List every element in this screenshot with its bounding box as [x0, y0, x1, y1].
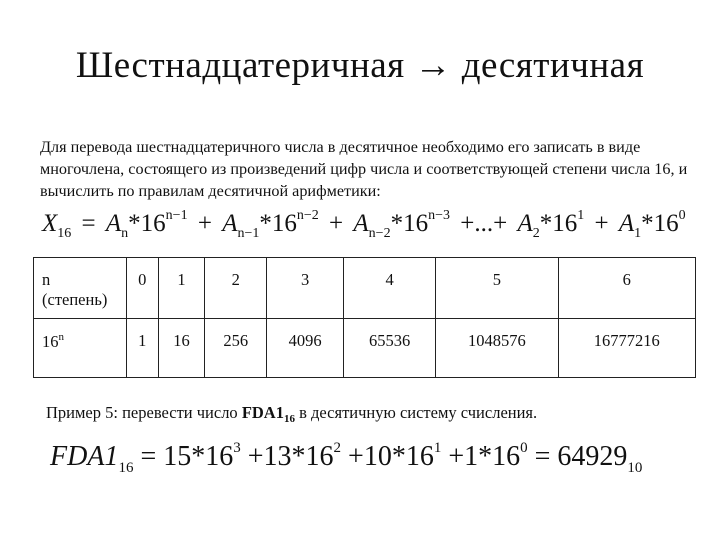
- term-sub: n−2: [368, 226, 391, 241]
- header-degree-label: (степень): [42, 290, 108, 309]
- term-sub: 2: [532, 226, 540, 241]
- formula-lhs: X: [42, 210, 58, 237]
- example-formula-lhs-sub: 16: [118, 460, 134, 476]
- example-text: [46, 403, 537, 425]
- term-exp: n−1: [165, 208, 188, 223]
- example-formula-equals: =: [534, 441, 551, 472]
- term-exp: 1: [577, 208, 585, 223]
- general-formula: $X_{16} = A_n*16^{n-1} + A_{n-1}*16^{n-2} + A_{n-2}*16^{n-3}$ +...+ $A_2*16^1 + A_1*16^0$: [42, 208, 686, 241]
- table-cell: 5: [436, 258, 558, 319]
- row-header-16n: [34, 319, 127, 378]
- table-cell: 65536: [344, 319, 436, 378]
- example-formula: [50, 440, 710, 485]
- example-term-exp: 3: [233, 440, 241, 456]
- example-term-exp: 2: [333, 440, 342, 456]
- example-term: +13*16: [247, 441, 334, 472]
- example-suffix: в десятичную систему счисления.: [294, 403, 538, 422]
- header-exp-label: n: [58, 331, 64, 343]
- table-cell: 6: [558, 258, 695, 319]
- intro-paragraph: Для перевода шестнадцатеричного числа в десятичное необходимо его записать в виде многочлена, состоящего из произведений цифр числа и соответствующей степени числа 16, и вычислить по правилам десятичной арифметики:: [40, 138, 688, 200]
- table-cell: 256: [205, 319, 267, 378]
- term-exp: n−3: [428, 208, 450, 223]
- example-result-base: 10: [627, 460, 643, 476]
- powers-of-16-table: [33, 257, 696, 378]
- table-row-values: [34, 319, 696, 378]
- table-row-powers: [34, 258, 696, 319]
- slide-title: Шестнадцатеричная → десятичная: [75, 45, 645, 86]
- term-coef: A: [618, 210, 635, 237]
- term-coef: A: [105, 210, 122, 237]
- example-term: 15*16: [163, 441, 234, 472]
- table-cell: 4: [344, 258, 436, 319]
- table-cell: 3: [267, 258, 344, 319]
- table-cell: 1: [127, 319, 159, 378]
- example-number-base: 16: [283, 413, 295, 425]
- header-n-label: n: [42, 270, 51, 289]
- formula-ellipsis: +...+: [460, 210, 508, 237]
- formula-lhs-sub: 16: [57, 226, 72, 241]
- term-sub: 1: [634, 226, 642, 241]
- example-number: FDA1: [241, 403, 284, 422]
- example-term: +10*16: [348, 441, 434, 472]
- term-mult: *16: [641, 210, 679, 237]
- term-sub: n−1: [237, 226, 260, 241]
- term-mult: *16: [128, 210, 166, 237]
- term-sub: n: [121, 226, 129, 241]
- term-exp: 0: [678, 208, 686, 223]
- example-prefix: Пример 5: перевести число: [46, 403, 242, 422]
- example-formula-equals: =: [140, 441, 157, 472]
- formula-equals: =: [81, 210, 96, 237]
- example-formula-lhs: FDA1: [50, 441, 119, 472]
- term-mult: *16: [390, 210, 429, 237]
- table-cell: 16: [158, 319, 205, 378]
- row-header-n: [34, 258, 127, 319]
- example-term-exp: 1: [433, 440, 442, 456]
- term-coef: A: [517, 210, 533, 237]
- term-exp: n−2: [296, 208, 319, 223]
- term-coef: A: [353, 210, 369, 237]
- example-term-exp: 0: [520, 440, 528, 456]
- header-base-label: 16: [42, 332, 59, 351]
- term-coef: A: [222, 210, 238, 237]
- example-term: +1*16: [448, 441, 521, 472]
- table-cell: 0: [127, 258, 159, 319]
- term-mult: *16: [259, 210, 297, 237]
- table-cell: 1: [158, 258, 205, 319]
- table-cell: 1048576: [436, 319, 558, 378]
- table-cell: 4096: [267, 319, 344, 378]
- table-cell: 16777216: [558, 319, 695, 378]
- table-cell: 2: [205, 258, 267, 319]
- term-mult: *16: [539, 210, 578, 237]
- example-result: 64929: [557, 441, 628, 472]
